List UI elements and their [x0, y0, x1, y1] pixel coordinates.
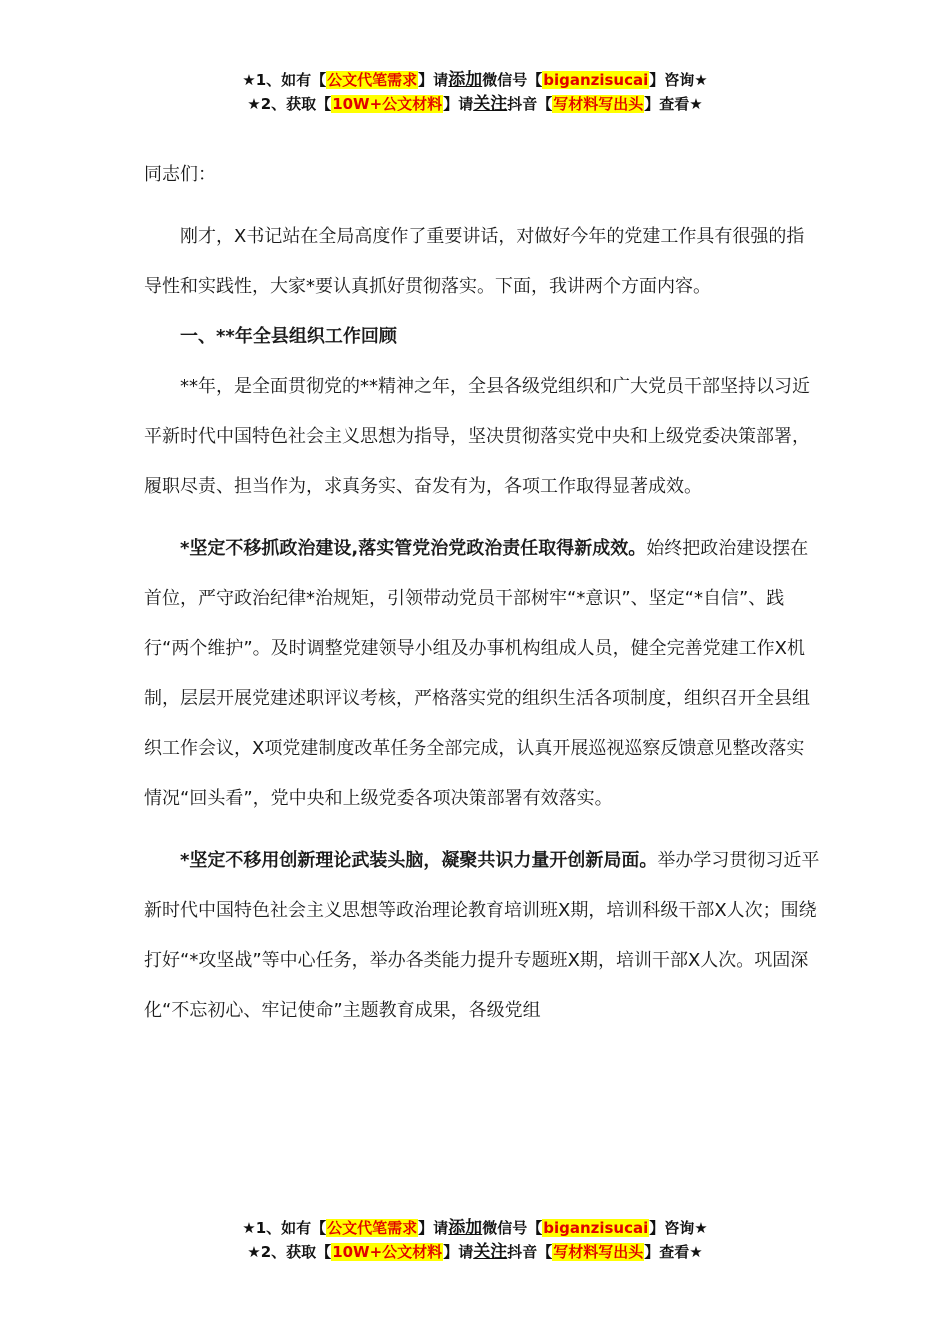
banner-text: 】查看★ — [644, 95, 703, 113]
highlight-service: 公文代笔需求 — [327, 71, 418, 89]
point-text-1: 始终把政治建设摆在首位，严守政治纪律*治规矩，引领带动党员干部树牢“*意识”、坚定“*自信”、践行“两个维护”。及时调整党建领导小组及办事机构组成人员，健全完善党建工作X机制，层层开展党建述职评议考核，严格落实党的组织生活各项制度，组织召开全县组织工作会议，X项党建制度改革任务全部完成，认真开展巡视巡察反馈意见整改落实情况“回头看”，党中央和上级党委各项决策部署有效落实。 — [144, 538, 810, 809]
banner-text: 】请 — [418, 71, 449, 89]
banner-text: 】咨询★ — [649, 71, 708, 89]
intro-paragraph: 刚才，X书记站在全局高度作了重要讲话，对做好今年的党建工作具有很强的指导性和实践性，大家*要认真抓好贯彻落实。下面，我讲两个方面内容。 — [144, 226, 805, 297]
point-text-2: 举办学习贯彻习近平新时代中国特色社会主义思想等政治理论教育培训班X期，培训科级干部X人次；围绕打好“*攻坚战”等中心任务，举办各类能力提升专题班X期，培训干部X人次。巩固深化“不忘初心、牢记使命”主题教育成果，各级党组 — [144, 850, 820, 1021]
highlight-service: 公文代笔需求 — [327, 1219, 418, 1237]
banner-text: 微信号【 — [482, 1219, 543, 1237]
footer-banner — [0, 1216, 950, 1264]
header-banner — [0, 68, 950, 116]
banner-text: 抖音【 — [507, 95, 553, 113]
banner-line-2 — [0, 92, 950, 116]
section-paragraph: **年，是全面贯彻党的**精神之年，全县各级党组织和广大党员干部坚持以习近平新时代中国特色社会主义思想为指导，坚决贯彻落实党中央和上级党委决策部署，履职尽责、担当作为，求真务实、奋发有为，各项工作取得显著成效。 — [144, 376, 810, 497]
point-title-1: *坚定不移抓政治建设,落实管党治党政治责任取得新成效。 — [180, 538, 647, 559]
section-heading: 一、**年全县组织工作回顾 — [180, 326, 397, 347]
banner-emphasis: 关注 — [473, 94, 508, 114]
banner-line-1 — [0, 1216, 950, 1240]
highlight-materials: 10W+公文材料 — [332, 1243, 443, 1261]
point-paragraph-1 — [144, 524, 820, 824]
banner-text: 】查看★ — [644, 1243, 703, 1261]
banner-text: ★1、如有【 — [242, 1219, 327, 1237]
banner-text: 】咨询★ — [649, 1219, 708, 1237]
banner-text: 】请 — [418, 1219, 449, 1237]
banner-emphasis: 添加 — [448, 1218, 483, 1238]
banner-emphasis: 添加 — [448, 70, 483, 90]
highlight-materials: 10W+公文材料 — [332, 95, 443, 113]
banner-emphasis: 关注 — [473, 1242, 508, 1262]
banner-text: ★2、获取【 — [247, 1243, 332, 1261]
highlight-wechat-id: biganzisucai — [543, 1219, 649, 1237]
banner-line-2 — [0, 1240, 950, 1264]
highlight-douyin-account: 写材料写出头 — [553, 95, 644, 113]
salutation: 同志们： — [144, 164, 216, 185]
banner-text: 】请 — [443, 1243, 474, 1261]
banner-text: 抖音【 — [507, 1243, 553, 1261]
banner-line-1 — [0, 68, 950, 92]
document-body — [144, 150, 820, 1036]
banner-text: 】请 — [443, 95, 474, 113]
banner-text: ★2、获取【 — [247, 95, 332, 113]
highlight-wechat-id: biganzisucai — [543, 71, 649, 89]
point-paragraph-2 — [144, 836, 820, 1036]
point-title-2: *坚定不移用创新理论武装头脑，凝聚共识力量开创新局面。 — [180, 850, 658, 871]
banner-text: ★1、如有【 — [242, 71, 327, 89]
banner-text: 微信号【 — [482, 71, 543, 89]
highlight-douyin-account: 写材料写出头 — [553, 1243, 644, 1261]
